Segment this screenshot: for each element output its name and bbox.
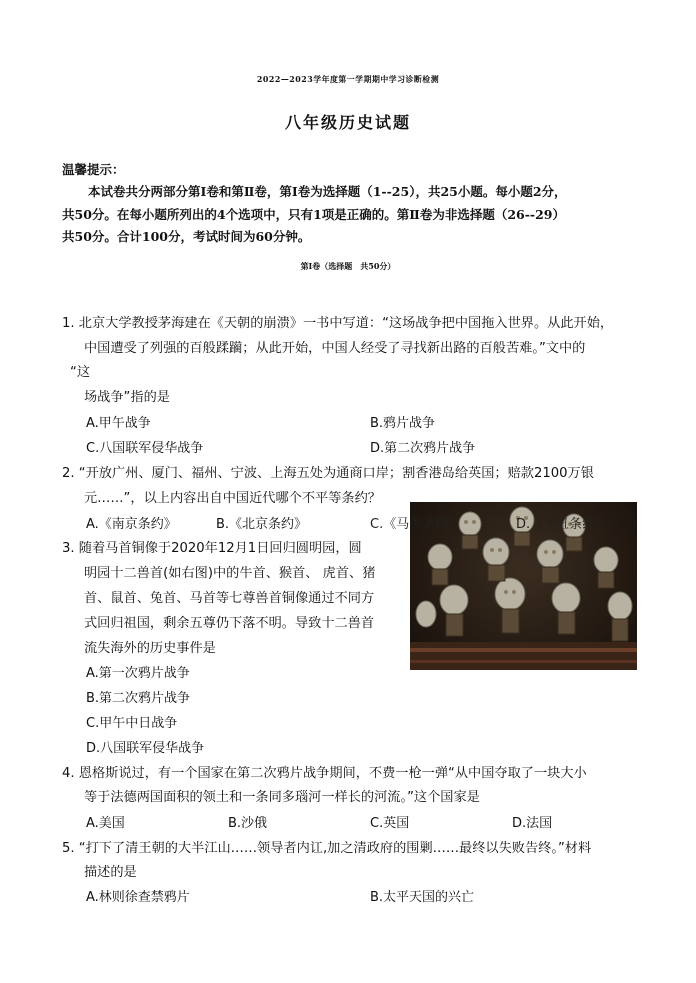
q1-option-a: A.甲午战争: [86, 416, 151, 431]
q4-line-2: 等于法德两国面积的领土和一条同多瑙河一样长的河流。”这个国家是: [84, 790, 480, 805]
notice-line-1: 本试卷共分两部分第Ⅰ卷和第Ⅱ卷，第Ⅰ卷为选择题（1--25），共25小题。每小题2分，: [88, 184, 567, 199]
q3-line-5: 流失海外的历史事件是: [84, 641, 216, 656]
q3-option-c: C.甲午中日战争: [86, 716, 178, 731]
q4-line-1: 4. 恩格斯说过，有一个国家在第二次鸦片战争期间，不费一枪一弹“从中国夺取了一块大小: [62, 766, 587, 781]
q1-option-d: D.第二次鸦片战争: [370, 441, 476, 456]
q3-option-a: A.第一次鸦片战争: [86, 666, 190, 681]
q4-option-b: B.沙俄: [228, 816, 268, 831]
q2-option-c: C.《马关条约》: [370, 517, 462, 532]
q4-option-d: D.法国: [512, 816, 553, 831]
q3-line-2: 明园十二兽首(如右图)中的牛首、猴首、 虎首、猪: [84, 566, 376, 581]
section-title: 第Ⅰ卷（选择题 共50分）: [300, 261, 396, 271]
q2-line-1: 2. “开放广州、厦门、福州、宁波、上海五处为通商口岸；割香港岛给英国；赔款2100万银: [62, 466, 594, 481]
notice-label: 温馨提示：: [62, 162, 125, 177]
q3-option-b: B.第二次鸦片战争: [86, 691, 191, 706]
q2-option-a: A.《南京条约》: [86, 517, 177, 532]
q3-line-1: 3. 随着马首铜像于2020年12月1日回归圆明园，圆: [62, 541, 362, 556]
q2-line-2: 元……”，以上内容出自中国近代哪个不平等条约？: [84, 491, 381, 506]
q4-option-c: C.英国: [370, 816, 410, 831]
q3-line-4: 式回归祖国，剩余五尊仍下落不明。导致十二兽首: [84, 616, 375, 631]
q1-option-b: B.鸦片战争: [370, 416, 436, 431]
subject-title: 八年级历史试题: [284, 113, 411, 132]
q2-option-d: D.《辛丑条约》: [516, 517, 609, 532]
q5-line-2: 描述的是: [84, 865, 137, 880]
q2-option-b: B.《北京条约》: [216, 517, 308, 532]
q5-line-1: 5. “打下了清王朝的大半江山……领导者内讧,加之清政府的围剿……最终以失败告终。”材料: [62, 841, 592, 856]
q1-line-1: 1. 北京大学教授茅海建在《天朝的崩溃》一书中写道：“这场战争把中国拖入世界。从此开始，: [62, 316, 614, 331]
q1-option-c: C.八国联军侵华战争: [86, 441, 204, 456]
q1-line-2: 中国遭受了列强的百般蹂躏；从此开始，中国人经受了寻找新出路的百般苦难。”文中的: [84, 341, 586, 356]
q3-option-d: D.八国联军侵华战争: [86, 741, 205, 756]
q5-option-a: A.林则徐查禁鸦片: [86, 890, 190, 905]
q1-line-4: 场战争”指的是: [84, 390, 170, 405]
q1-line-3: “这: [70, 365, 91, 380]
q5-option-b: B.太平天国的兴亡: [370, 890, 475, 905]
notice-line-2: 共50分。在每小题所列出的4个选项中，只有1项是正确的。第Ⅱ卷为非选择题（26--29）: [62, 207, 565, 222]
notice-line-3: 共50分。合计100分，考试时间为60分钟。: [62, 229, 311, 244]
q4-option-a: A.美国: [86, 816, 125, 831]
exam-title: 2022—2023学年度第一学期期中学习诊断检测: [256, 75, 440, 84]
q3-line-3: 首、鼠首、兔首、马首等七尊兽首铜像通过不同方: [84, 591, 375, 606]
